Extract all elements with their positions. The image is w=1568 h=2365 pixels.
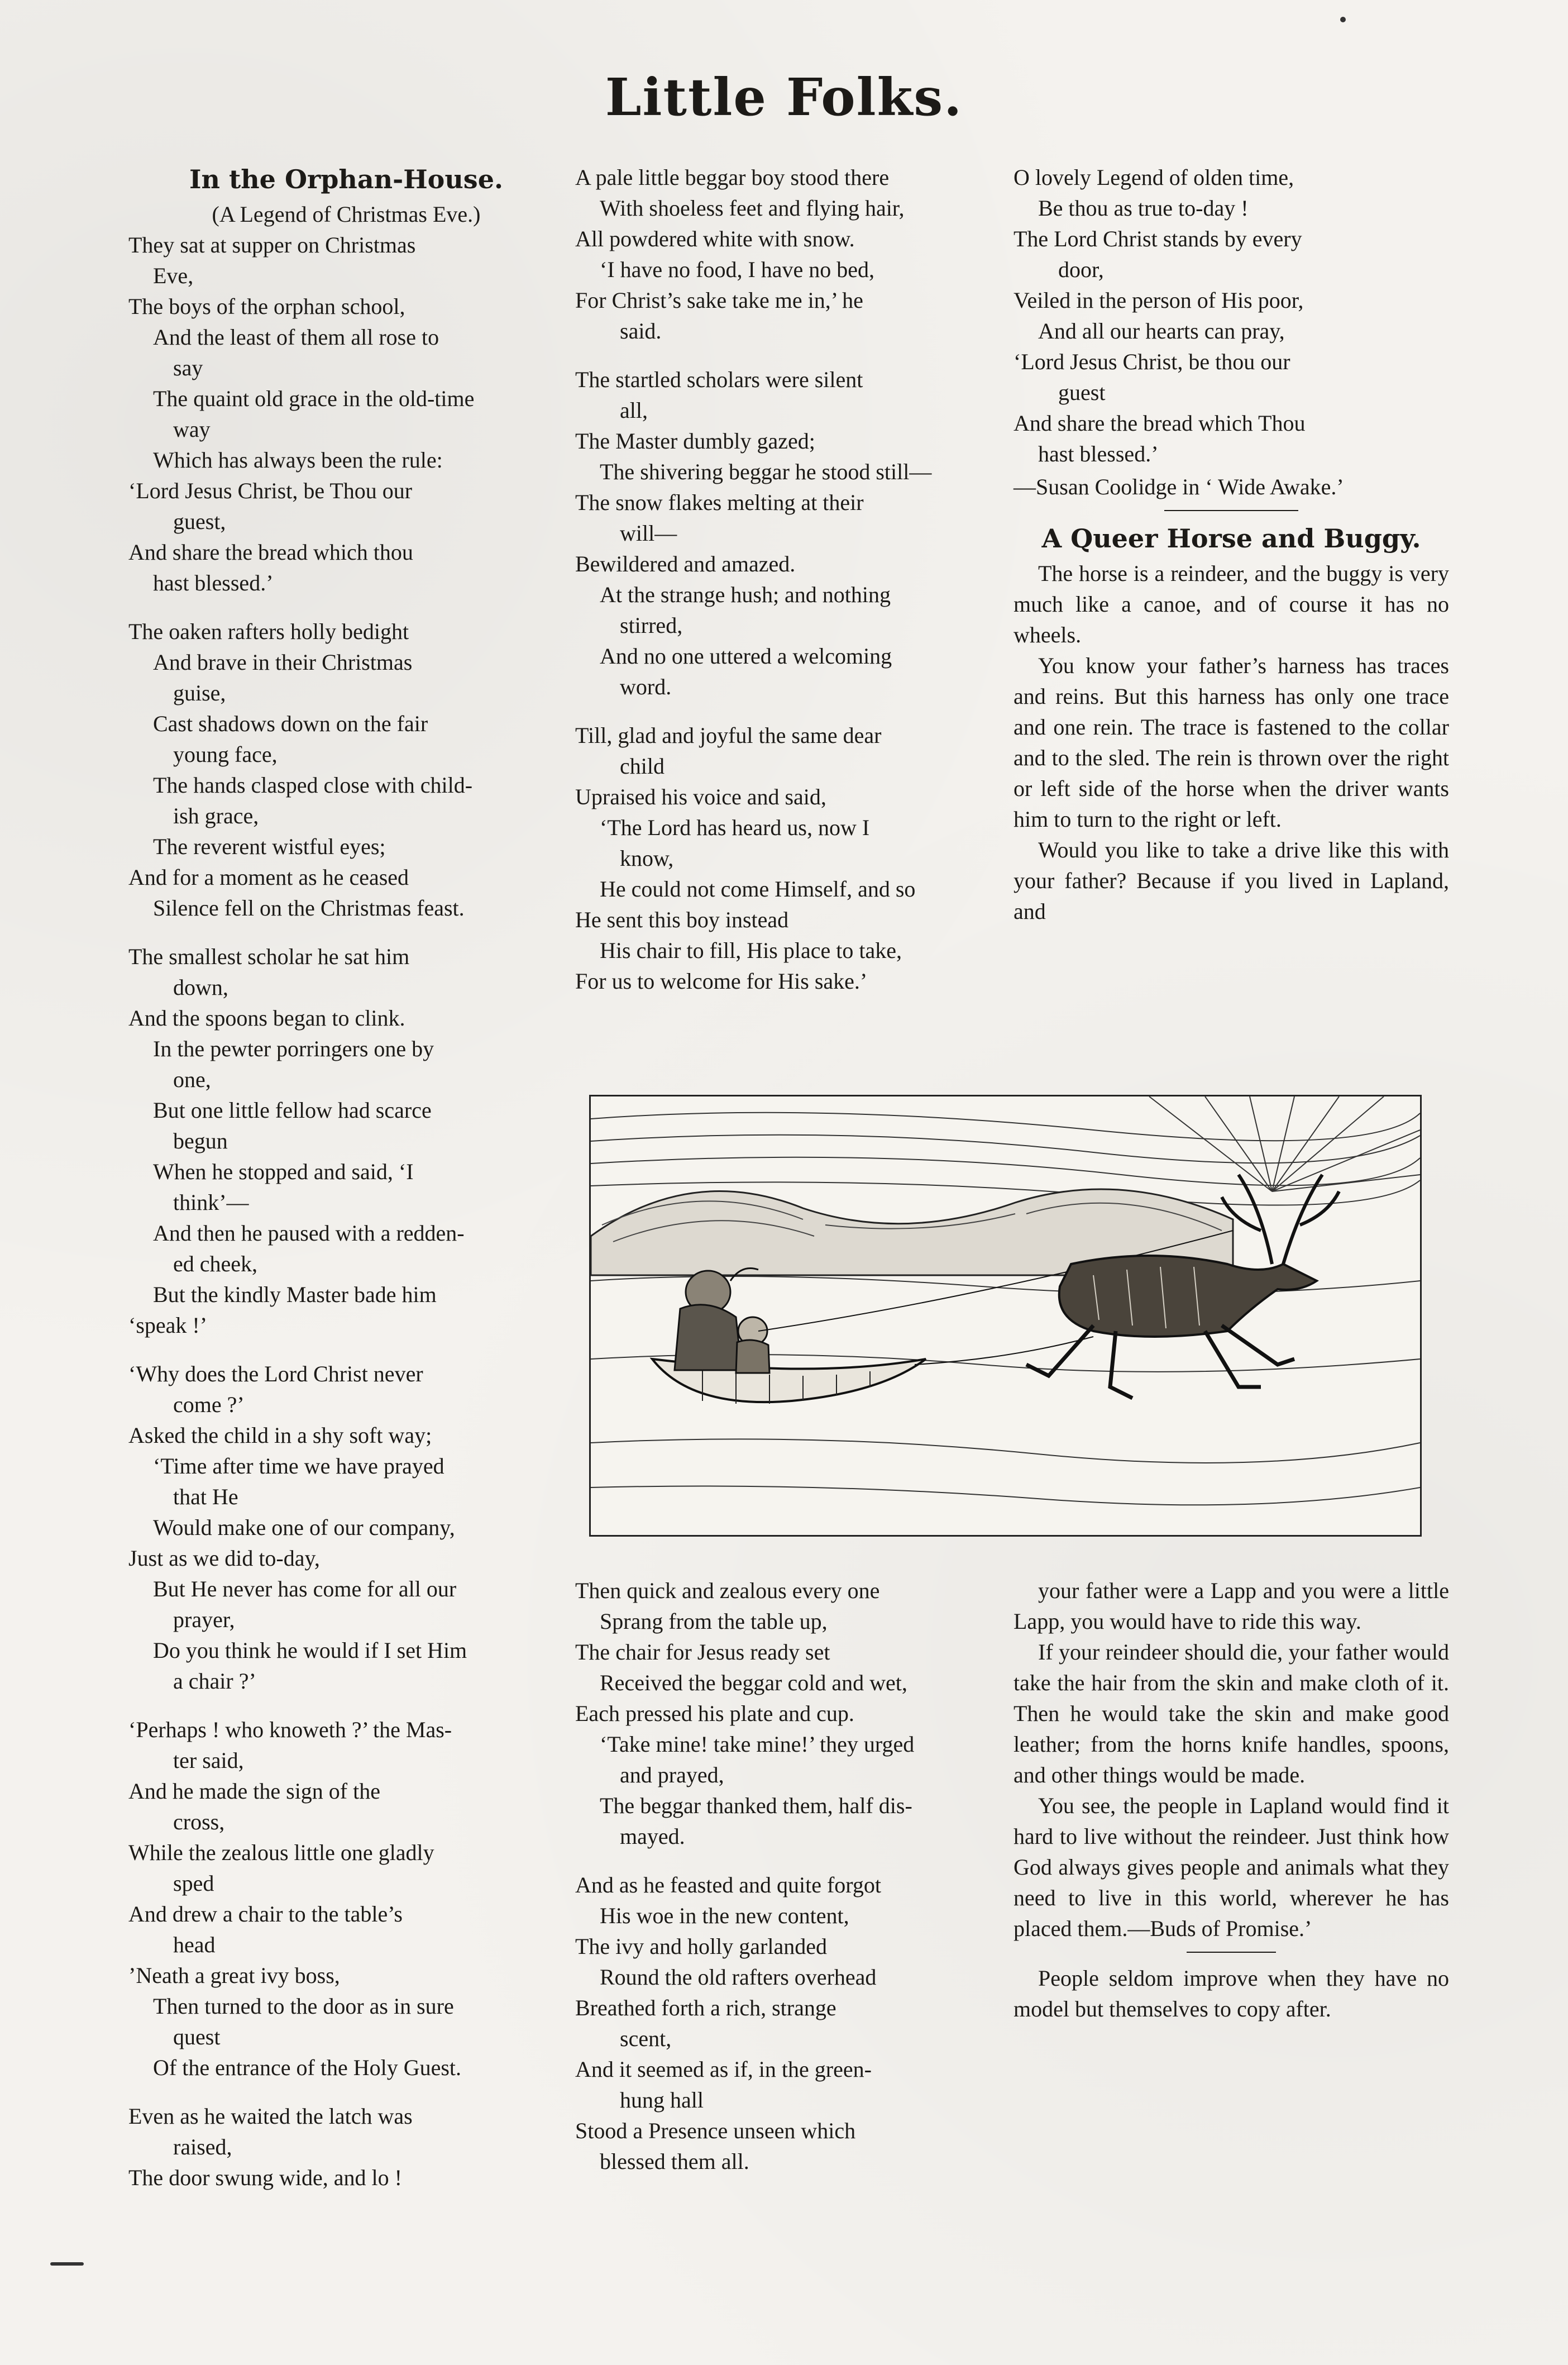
verse-line: The door swung wide, and lo ! bbox=[128, 2165, 402, 2190]
verse-line: The boys of the orphan school, bbox=[128, 294, 405, 319]
verse-line: ‘Lord Jesus Christ, be thou our bbox=[1014, 349, 1290, 374]
verse-line: Do you think he would if I set Him bbox=[153, 1638, 467, 1663]
column-2-bottom bbox=[575, 1575, 1000, 2195]
verse-line: And he made the sign of the bbox=[128, 1778, 380, 1804]
verse-line: And no one uttered a welcoming bbox=[600, 643, 892, 669]
column-2-top bbox=[575, 162, 1000, 1014]
verse-line: The chair for Jesus ready set bbox=[575, 1639, 830, 1665]
stanza bbox=[128, 230, 564, 598]
verse-line: In the pewter porringers one by bbox=[153, 1036, 434, 1061]
verse-line: guise, bbox=[173, 680, 226, 705]
verse-line: Bewildered and amazed. bbox=[575, 551, 796, 576]
verse-line: Of the entrance of the Holy Guest. bbox=[153, 2055, 462, 2080]
verse-line: And the least of them all rose to bbox=[153, 325, 439, 350]
column-3-top bbox=[1014, 162, 1449, 927]
article-paragraph: your father were a Lapp and you were a little Lapp, you would have to ride this way. bbox=[1014, 1578, 1449, 1634]
verse-line: ‘Take mine! take mine!’ they urged bbox=[600, 1732, 915, 1757]
verse-line: raised, bbox=[173, 2134, 232, 2159]
article-paragraph: You see, the people in Lapland would find it hard to live without the reindeer. Just think how God always gives people and animals what they need to live in this world, wherever he has placed them.—Buds of Promise.’ bbox=[1014, 1793, 1449, 1941]
verse-line: ter said, bbox=[173, 1748, 244, 1773]
verse-line: And as he feasted and quite forgot bbox=[575, 1872, 881, 1897]
verse-line: For Christ’s sake take me in,’ he bbox=[575, 288, 863, 313]
verse-line: Sprang from the table up, bbox=[600, 1609, 828, 1634]
verse-line: And share the bread which Thou bbox=[1014, 411, 1306, 436]
verse-line: quest bbox=[173, 2024, 221, 2049]
section-divider-2 bbox=[1187, 1952, 1276, 1953]
verse-line: hung hall bbox=[620, 2087, 704, 2113]
verse-line: head bbox=[173, 1932, 216, 1957]
verse-line: ‘speak !’ bbox=[128, 1313, 208, 1338]
verse-line: hast blessed.’ bbox=[153, 570, 274, 595]
verse-line: scent, bbox=[620, 2026, 672, 2051]
verse-line: The beggar thanked them, half dis- bbox=[600, 1793, 912, 1818]
verse-line: Eve, bbox=[153, 263, 194, 288]
verse-line: sped bbox=[173, 1871, 214, 1896]
stanza bbox=[128, 1714, 564, 2083]
stanza bbox=[128, 941, 564, 1341]
verse-line: Breathed forth a rich, strange bbox=[575, 1995, 836, 2020]
article-paragraph: You know your father’s harness has traces and reins. But this harness has only one trace and one rein. The trace is fastened to the collar and to the sled. The rein is thrown over the right or left side of the horse when the driver wants him to turn to the right or left. bbox=[1014, 653, 1449, 832]
verse-line: And then he paused with a redden- bbox=[153, 1220, 465, 1246]
verse-line: stirred, bbox=[620, 613, 683, 638]
verse-line: Then turned to the door as in sure bbox=[153, 1994, 454, 2019]
verse-line: and prayed, bbox=[620, 1762, 724, 1787]
stanza bbox=[575, 1870, 1000, 2177]
section-divider bbox=[1164, 510, 1298, 511]
article-paragraph: Would you like to take a drive like this with your father? Because if you lived in Lapland, and bbox=[1014, 837, 1449, 924]
verse-line: Asked the child in a shy soft way; bbox=[128, 1423, 432, 1448]
verse-line: ‘Time after time we have prayed bbox=[153, 1453, 444, 1479]
verse-line: word. bbox=[620, 674, 672, 699]
poem-final-stanza bbox=[1014, 162, 1449, 469]
verse-line: that He bbox=[173, 1484, 238, 1509]
trace-line bbox=[915, 1337, 1093, 1365]
verse-line: While the zealous little one gladly bbox=[128, 1840, 434, 1865]
verse-line: When he stopped and said, ‘I bbox=[153, 1159, 414, 1184]
verse-line: Stood a Presence unseen which bbox=[575, 2118, 856, 2143]
verse-line: O lovely Legend of olden time, bbox=[1014, 165, 1294, 190]
verse-line: But He never has come for all our bbox=[153, 1576, 457, 1601]
verse-line: The reverent wistful eyes; bbox=[153, 834, 386, 859]
verse-line: Veiled in the person of His poor, bbox=[1014, 288, 1304, 313]
verse-line: The Lord Christ stands by every bbox=[1014, 226, 1302, 251]
verse-line: The ivy and holly garlanded bbox=[575, 1934, 827, 1959]
reindeer-sled-illustration bbox=[589, 1095, 1422, 1537]
verse-line: His woe in the new content, bbox=[600, 1903, 849, 1928]
poem-subtitle: (A Legend of Christmas Eve.) bbox=[212, 202, 481, 227]
verse-line: They sat at supper on Christmas bbox=[128, 232, 416, 258]
verse-line: Then quick and zealous every one bbox=[575, 1578, 880, 1603]
column-3-bottom bbox=[1014, 1575, 1449, 2024]
stanza bbox=[128, 2101, 564, 2193]
verse-line: all, bbox=[620, 398, 648, 423]
verse-line: Cast shadows down on the fair bbox=[153, 711, 428, 736]
stanza bbox=[128, 1358, 564, 1696]
verse-line: ‘Perhaps ! who knoweth ?’ the Mas- bbox=[128, 1717, 452, 1742]
verse-line: His chair to fill, His place to take, bbox=[600, 938, 902, 963]
verse-line: Would make one of our company, bbox=[153, 1515, 455, 1540]
verse-line: Be thou as true to-day ! bbox=[1038, 196, 1249, 221]
verse-line: And it seemed as if, in the green- bbox=[575, 2057, 872, 2082]
verse-line: ish grace, bbox=[173, 803, 259, 828]
verse-line: one, bbox=[173, 1067, 211, 1092]
verse-line: And all our hearts can pray, bbox=[1038, 318, 1285, 344]
verse-line: think’— bbox=[173, 1190, 249, 1215]
verse-line: guest, bbox=[173, 509, 226, 534]
verse-line: cross, bbox=[173, 1809, 225, 1834]
verse-line: prayer, bbox=[173, 1607, 235, 1632]
stanza bbox=[575, 1575, 1000, 1852]
verse-line: ‘Lord Jesus Christ, be Thou our bbox=[128, 478, 413, 503]
verse-line: ‘I have no food, I have no bed, bbox=[600, 257, 875, 282]
poem-stanzas bbox=[128, 230, 564, 2193]
closing-paragraph: People seldom improve when they have no model but themselves to copy after. bbox=[1014, 1966, 1449, 2021]
verse-line: child bbox=[620, 754, 665, 779]
verse-line: Silence fell on the Christmas feast. bbox=[153, 895, 465, 921]
print-speck bbox=[50, 2262, 84, 2266]
verse-line: down, bbox=[173, 975, 228, 1000]
verse-line: The quaint old grace in the old-time bbox=[153, 386, 475, 411]
masthead-title: Little Folks. bbox=[605, 67, 963, 127]
verse-line: young face, bbox=[173, 742, 278, 767]
verse-line: guest bbox=[1058, 380, 1106, 405]
article-paragraph: The horse is a reindeer, and the buggy is very much like a canoe, and of course it has no wheels. bbox=[1014, 561, 1449, 647]
verse-line: With shoeless feet and flying hair, bbox=[600, 196, 905, 221]
verse-line: But the kindly Master bade him bbox=[153, 1282, 437, 1307]
verse-line: But one little fellow had scarce bbox=[153, 1098, 432, 1123]
verse-line: know, bbox=[620, 846, 674, 871]
poem-stanzas-bottom bbox=[575, 1575, 1000, 2177]
print-speck bbox=[1340, 17, 1346, 22]
article-title: A Queer Horse and Buggy. bbox=[1041, 523, 1421, 554]
verse-line: a chair ?’ bbox=[173, 1668, 256, 1694]
article-paragraph: If your reindeer should die, your father would take the hair from the skin and make cloth of it. Then he would take the skin and make good leather; from the horns knife handles, spoons, and other things would be made. bbox=[1014, 1639, 1449, 1787]
verse-line: ‘The Lord has heard us, now I bbox=[600, 815, 870, 840]
reindeer-sled-drawing bbox=[591, 1096, 1420, 1535]
verse-line: All powdered white with snow. bbox=[575, 226, 855, 251]
verse-line: door, bbox=[1058, 257, 1104, 282]
verse-line: way bbox=[173, 417, 211, 442]
verse-line: And share the bread which thou bbox=[128, 540, 413, 565]
stanza bbox=[575, 162, 1000, 346]
verse-line: Till, glad and joyful the same dear bbox=[575, 723, 882, 748]
verse-line: The hands clasped close with child- bbox=[153, 773, 473, 798]
verse-line: come ?’ bbox=[173, 1392, 245, 1417]
verse-line: Even as he waited the latch was bbox=[128, 2104, 413, 2129]
poem-stanzas-continued bbox=[575, 162, 1000, 996]
verse-line: ’Neath a great ivy boss, bbox=[128, 1963, 340, 1988]
verse-line: The startled scholars were silent bbox=[575, 367, 863, 392]
stanza bbox=[575, 720, 1000, 996]
verse-line: Each pressed his plate and cup. bbox=[575, 1701, 854, 1726]
verse-line: The shivering beggar he stood still— bbox=[600, 459, 932, 484]
verse-line: At the strange hush; and nothing bbox=[600, 582, 891, 607]
verse-line: The oaken rafters holly bedight bbox=[128, 619, 409, 644]
verse-line: begun bbox=[173, 1128, 228, 1153]
verse-line: And brave in their Christmas bbox=[153, 650, 413, 675]
verse-line: A pale little beggar boy stood there bbox=[575, 165, 890, 190]
verse-line: Which has always been the rule: bbox=[153, 447, 443, 473]
verse-line: hast blessed.’ bbox=[1038, 441, 1159, 466]
verse-line: Upraised his voice and said, bbox=[575, 784, 826, 809]
stanza bbox=[128, 616, 564, 923]
verse-line: blessed them all. bbox=[600, 2149, 749, 2174]
verse-line: The snow flakes melting at their bbox=[575, 490, 864, 515]
verse-line: The smallest scholar he sat him bbox=[128, 944, 410, 969]
poem-title: In the Orphan-House. bbox=[189, 164, 503, 194]
lapp-figures bbox=[675, 1269, 769, 1374]
verse-line: Round the old rafters overhead bbox=[600, 1965, 877, 1990]
verse-line: He sent this boy instead bbox=[575, 907, 789, 932]
verse-line: And the spoons began to clink. bbox=[128, 1005, 405, 1031]
verse-line: ed cheek, bbox=[173, 1251, 258, 1276]
verse-line: The Master dumbly gazed; bbox=[575, 428, 815, 454]
verse-line: say bbox=[173, 355, 203, 380]
stanza bbox=[575, 364, 1000, 702]
verse-line: said. bbox=[620, 318, 662, 344]
verse-line: He could not come Himself, and so bbox=[600, 876, 916, 902]
column-1 bbox=[128, 162, 564, 2211]
article-body-continued bbox=[1014, 1575, 1449, 1944]
verse-line: ‘Why does the Lord Christ never bbox=[128, 1361, 423, 1386]
article-body bbox=[1014, 558, 1449, 927]
verse-line: And for a moment as he ceased bbox=[128, 865, 409, 890]
verse-line: mayed. bbox=[620, 1824, 685, 1849]
poem-attribution: —Susan Coolidge in ‘ Wide Awake.’ bbox=[1014, 474, 1344, 499]
verse-line: Just as we did to-day, bbox=[128, 1546, 320, 1571]
verse-line: And drew a chair to the table’s bbox=[128, 1901, 403, 1927]
verse-line: will— bbox=[620, 521, 677, 546]
verse-line: For us to welcome for His sake.’ bbox=[575, 969, 868, 994]
verse-line: Received the beggar cold and wet, bbox=[600, 1670, 907, 1695]
